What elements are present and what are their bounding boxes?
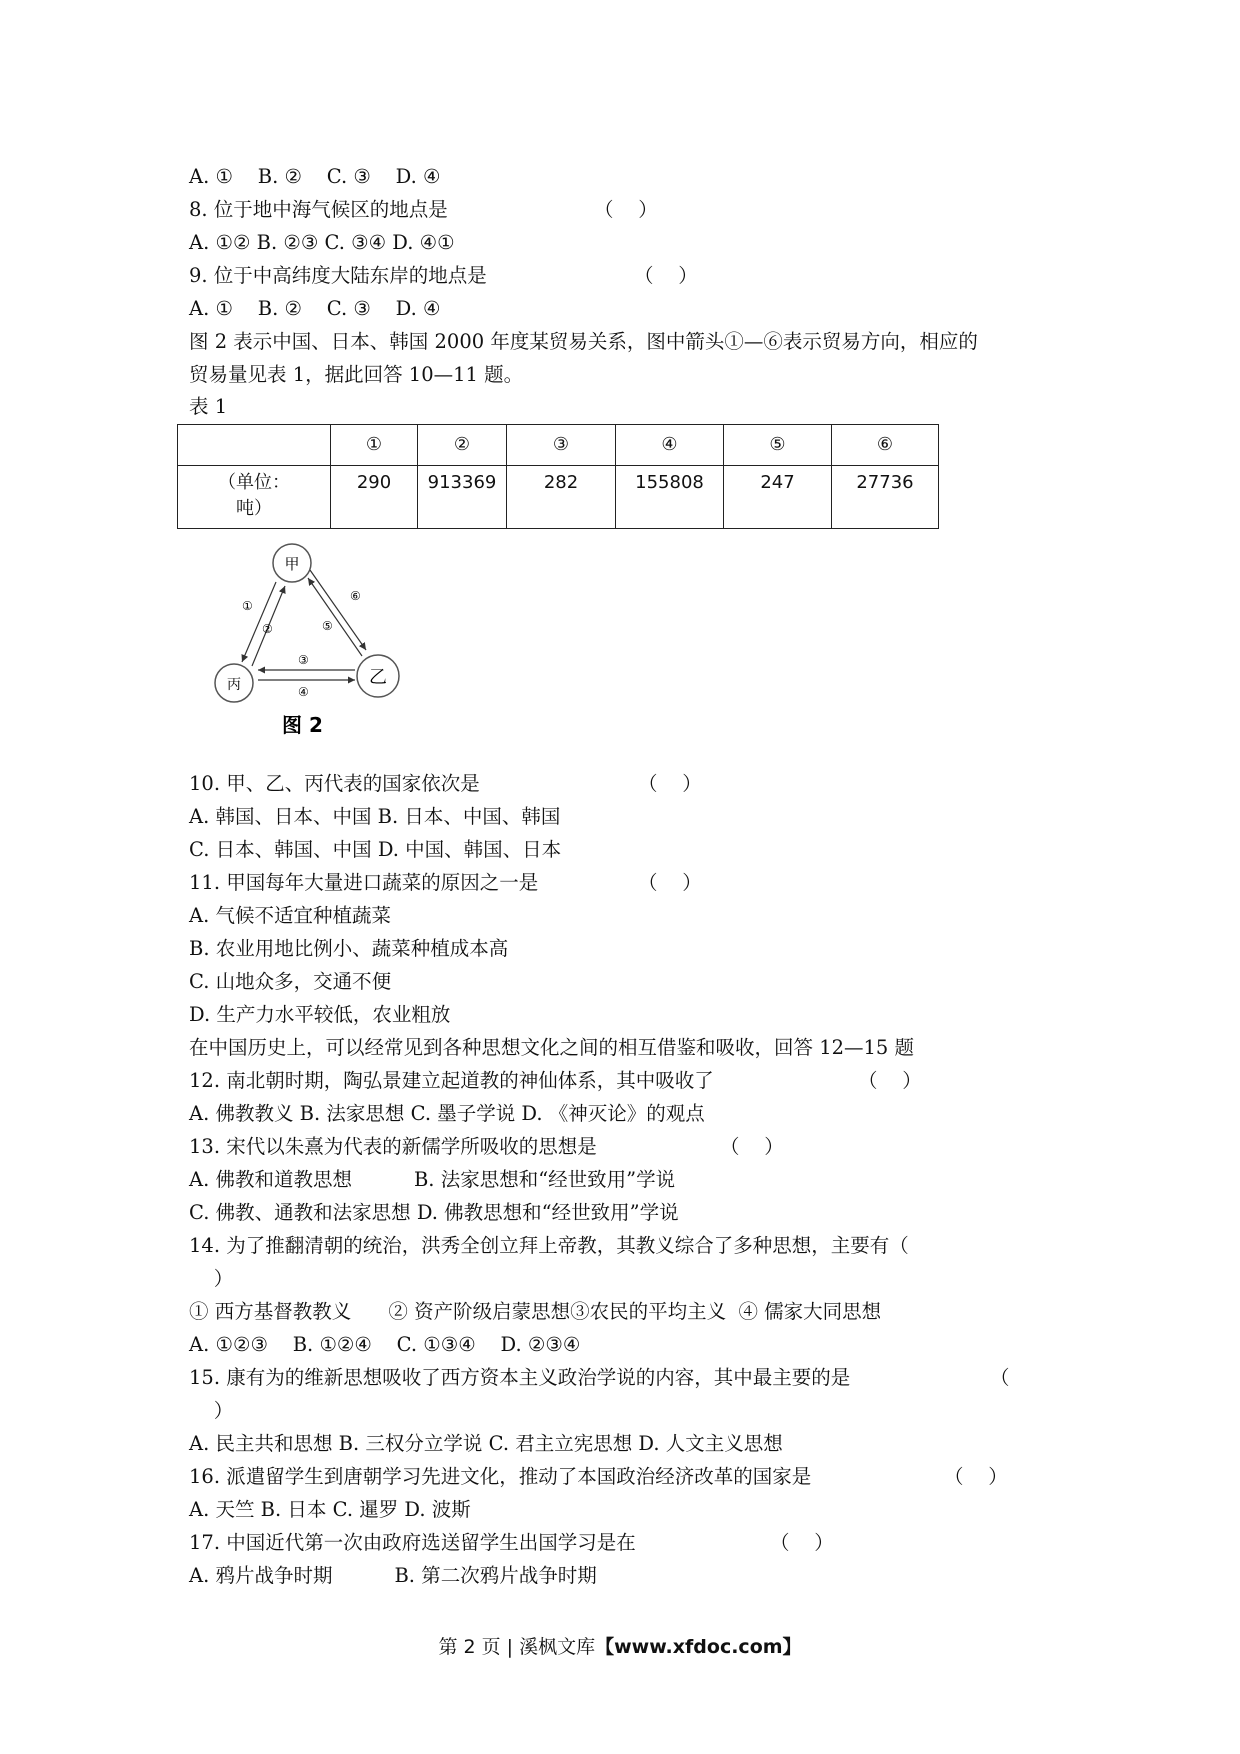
answer-blank: （ ） [638,772,702,795]
arrow-label: ⑥ [350,589,361,603]
table-header-cell [178,425,331,466]
arrow-label: ④ [298,685,309,699]
table-cell: 155808 [616,466,724,529]
text-line: 8. 位于地中海气候区的地点是 [189,198,448,221]
text-line: 11. 甲国每年大量进口蔬菜的原因之一是 [189,871,539,894]
footer-site-link[interactable]: 【www.xfdoc.com】 [595,1636,802,1658]
text-line: C. 佛教、通教和法家思想 D. 佛教思想和“经世致用”学说 [189,1201,679,1224]
text-line: 10. 甲、乙、丙代表的国家依次是 [189,772,480,795]
answer-blank: （ ） [594,198,658,221]
trade-table [177,424,939,529]
arrow-label: ② [262,622,273,636]
text-line: C. 山地众多，交通不便 [189,970,392,993]
text-line: 贸易量见表 1，据此回答 10—11 题。 [189,363,524,386]
answer-blank: （ ） [634,264,698,287]
text-line: A. 佛教教义 B. 法家思想 C. 墨子学说 D. 《神灭论》的观点 [189,1102,705,1125]
text-line: A. 天竺 B. 日本 C. 暹罗 D. 波斯 [189,1498,471,1521]
table-cell: 290 [331,466,418,529]
text-line: A. 气候不适宜种植蔬菜 [189,904,391,927]
arrow-6 [310,570,366,650]
answer-blank: （ ） [720,1135,784,1158]
page-footer [0,1632,1240,1659]
text-line: 15. 康有为的维新思想吸收了西方资本主义政治学说的内容，其中最主要的是 [189,1366,851,1389]
answer-blank: （ ） [944,1465,1008,1488]
text-line: A. ①② B. ②③ C. ③④ D. ④① [189,231,455,254]
text-line: A. ①②③ B. ①②④ C. ①③④ D. ②③④ [189,1333,581,1356]
text-line: 9. 位于中高纬度大陆东岸的地点是 [189,264,487,287]
table-header-cell: ⑥ [832,425,939,466]
answer-blank: （ ） [770,1531,834,1554]
table-header-cell: ① [331,425,418,466]
node-label: 丙 [227,677,241,693]
trade-diagram [200,538,420,748]
text-line: ） [189,1267,234,1290]
answer-blank: （ ） [858,1069,922,1092]
row-label-line-1: （单位： [218,472,290,493]
text-line: A. 鸦片战争时期 B. 第二次鸦片战争时期 [189,1564,597,1587]
arrow-label: ③ [298,653,309,667]
table-header-cell: ④ [616,425,724,466]
arrow-label: ① [242,599,253,613]
table-header-cell: ⑤ [724,425,832,466]
table-cell: 247 [724,466,832,529]
text-line: ） [189,1399,234,1422]
text-line: A. ① B. ② C. ③ D. ④ [189,165,441,188]
text-line: ① 西方基督教教义 ② 资产阶级启蒙思想③农民的平均主义 ④ 儒家大同思想 [189,1300,882,1323]
table-cell: 913369 [418,466,507,529]
table-row [178,466,939,529]
text-line: 16. 派遣留学生到唐朝学习先进文化，推动了本国政治经济改革的国家是 [189,1465,812,1488]
text-line: 表 1 [189,395,228,418]
figure-caption: 图 2 [282,713,323,737]
row-label-line-2: 吨） [236,498,272,519]
text-line: A. 佛教和道教思想 B. 法家思想和“经世致用”学说 [189,1168,676,1191]
text-line: D. 生产力水平较低，农业粗放 [189,1003,451,1026]
text-line: B. 农业用地比例小、蔬菜种植成本高 [189,937,509,960]
node-label: 乙 [369,667,387,688]
table-header-cell: ② [418,425,507,466]
table-header-row [178,425,939,466]
table-header-cell: ③ [507,425,616,466]
text-line: 13. 宋代以朱熹为代表的新儒学所吸收的思想是 [189,1135,597,1158]
answer-blank: （ [990,1366,1010,1389]
text-line: C. 日本、韩国、中国 D. 中国、韩国、日本 [189,838,562,861]
arrow-label: ⑤ [322,619,333,633]
table-row-label [178,466,331,529]
table-cell: 27736 [832,466,939,529]
node-label: 甲 [284,555,300,573]
text-line: 12. 南北朝时期，陶弘景建立起道教的神仙体系，其中吸收了 [189,1069,714,1092]
text-line: 14. 为了推翻清朝的统治，洪秀全创立拜上帝教，其教义综合了多种思想，主要有（ [189,1234,909,1257]
answer-blank: （ ） [638,871,702,894]
text-line: A. 民主共和思想 B. 三权分立学说 C. 君主立宪思想 D. 人文主义思想 [189,1432,783,1455]
text-line: A. 韩国、日本、中国 B. 日本、中国、韩国 [189,805,561,828]
text-line: A. ① B. ② C. ③ D. ④ [189,297,441,320]
text-line: 图 2 表示中国、日本、韩国 2000 年度某贸易关系，图中箭头①—⑥表示贸易方向，相应的 [189,330,978,353]
footer-page-info: 第 2 页 | 溪枫文库 [438,1636,596,1658]
text-line: 在中国历史上，可以经常见到各种思想文化之间的相互借鉴和吸收，回答 12—15 题 [189,1036,915,1059]
text-line: 17. 中国近代第一次由政府选送留学生出国学习是在 [189,1531,636,1554]
table-cell: 282 [507,466,616,529]
